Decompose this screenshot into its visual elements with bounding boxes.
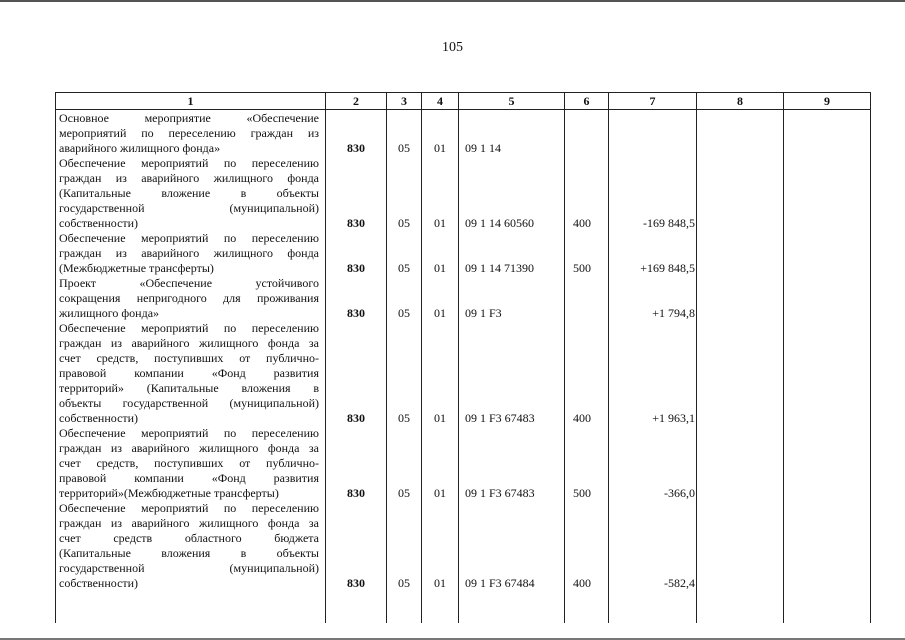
col-5-value: 09 1 F3 67484: [465, 576, 535, 590]
col-5-value: 09 1 F3 67483: [465, 411, 535, 425]
description-line: граждан из аварийного жилищного фонда за: [59, 441, 319, 455]
budget-table: [55, 92, 871, 623]
col-5-value: 09 1 F3: [465, 306, 502, 320]
col-5-value: 09 1 14: [465, 141, 501, 155]
col-6-value: 400: [573, 411, 591, 425]
page-number: 105: [442, 40, 463, 55]
description-line: Обеспечение мероприятий по переселению: [59, 231, 319, 245]
description-line: собственности): [59, 576, 139, 590]
header-col-3: 3: [401, 94, 407, 108]
description-line: Проект «Обеспечение устойчивого: [59, 276, 319, 290]
description-line: (Межбюджетные трансферты): [59, 261, 214, 275]
header-col-5: 5: [508, 94, 515, 108]
description-line: правовой компании «Фонд развития: [59, 471, 319, 485]
col-7-value: +1 794,8: [652, 306, 695, 320]
col-3-value: 05: [398, 411, 410, 425]
col-7-value: +169 848,5: [640, 261, 695, 275]
col-3-value: 05: [398, 141, 410, 155]
row-description: [59, 156, 319, 231]
description-line: правовой компании «Фонд развития: [59, 366, 319, 380]
col-2-value: 830: [347, 141, 365, 155]
col-2-value: 830: [347, 576, 365, 590]
description-line: Обеспечение мероприятий по переселению: [59, 426, 319, 440]
table-row: [56, 156, 870, 231]
description-line: государственной (муниципальной): [59, 561, 319, 575]
row-description: [59, 321, 319, 426]
col-6-value: 500: [573, 261, 591, 275]
description-line: территорий» (Капитальные вложения в: [59, 381, 319, 395]
col-2-value: 830: [347, 486, 365, 500]
col-7-value: -366,0: [664, 486, 695, 500]
header-col-2: 2: [353, 94, 359, 108]
description-line: граждан из аварийного жилищного фонда: [59, 246, 319, 260]
table-row: [56, 426, 870, 501]
description-line: аварийного жилищного фонда»: [59, 141, 221, 155]
col-3-value: 05: [398, 261, 410, 275]
description-line: счет средств областного бюджета: [59, 531, 319, 545]
header-col-8: 8: [737, 94, 743, 108]
table-row: [56, 111, 870, 156]
col-4-value: 01: [434, 576, 446, 590]
col-3-value: 05: [398, 486, 410, 500]
header-col-9: 9: [824, 94, 830, 108]
table-row: [56, 501, 870, 591]
row-description: [59, 501, 319, 591]
col-6-value: 400: [573, 216, 591, 230]
description-line: граждан из аварийного жилищного фонда: [59, 171, 319, 185]
description-line: граждан из аварийного жилищного фонда за: [59, 336, 319, 350]
description-line: счет средств, поступивших от публично-: [59, 351, 319, 365]
col-4-value: 01: [434, 306, 446, 320]
col-4-value: 01: [434, 261, 446, 275]
col-5-value: 09 1 F3 67483: [465, 486, 535, 500]
table-header: [56, 93, 870, 110]
col-5-value: 09 1 14 60560: [465, 216, 534, 230]
col-4-value: 01: [434, 486, 446, 500]
description-line: Обеспечение мероприятий по переселению: [59, 321, 319, 335]
table-row: [56, 231, 870, 276]
description-line: (Капитальные вложение в объекты: [59, 186, 319, 200]
col-7-value: -169 848,5: [643, 216, 695, 230]
description-line: Основное мероприятие «Обеспечение: [59, 111, 319, 125]
description-line: государственной (муниципальной): [59, 201, 319, 215]
description-line: собственности): [59, 411, 139, 425]
col-3-value: 05: [398, 576, 410, 590]
row-description: [59, 276, 319, 321]
description-line: мероприятий по переселению граждан из: [59, 126, 319, 140]
description-line: жилищного фонда»: [59, 306, 160, 320]
description-line: (Капитальные вложения в объекты: [59, 546, 319, 560]
description-line: Обеспечение мероприятий по переселению: [59, 156, 319, 170]
col-2-value: 830: [347, 306, 365, 320]
description-line: объекты государственной (муниципальной): [59, 396, 319, 410]
row-description: [59, 111, 319, 156]
col-2-value: 830: [347, 261, 365, 275]
header-col-7: 7: [649, 94, 656, 108]
header-col-6: 6: [583, 94, 590, 108]
col-5-value: 09 1 14 71390: [465, 261, 534, 275]
col-7-value: -582,4: [664, 576, 695, 590]
col-6-value: 400: [573, 576, 591, 590]
description-line: Обеспечение мероприятий по переселению: [59, 501, 319, 515]
col-4-value: 01: [434, 411, 446, 425]
description-line: граждан из аварийного жилищного фонда за: [59, 516, 319, 530]
col-2-value: 830: [347, 411, 365, 425]
description-line: собственности): [59, 216, 139, 230]
col-4-value: 01: [434, 216, 446, 230]
row-description: [59, 426, 319, 501]
header-col-4: 4: [437, 94, 443, 108]
col-3-value: 05: [398, 306, 410, 320]
table-row: [56, 321, 870, 426]
col-6-value: 500: [573, 486, 591, 500]
col-7-value: +1 963,1: [652, 411, 695, 425]
description-line: сокращения непригодного для проживания: [59, 291, 319, 305]
scan-top-edge: [0, 0, 905, 2]
description-line: территорий»(Межбюджетные трансферты): [59, 486, 279, 500]
description-line: счет средств, поступивших от публично-: [59, 456, 319, 470]
col-2-value: 830: [347, 216, 365, 230]
col-3-value: 05: [398, 216, 410, 230]
row-description: [59, 231, 319, 276]
header-col-1: 1: [187, 94, 194, 108]
col-4-value: 01: [434, 141, 446, 155]
table-row: [56, 276, 870, 321]
